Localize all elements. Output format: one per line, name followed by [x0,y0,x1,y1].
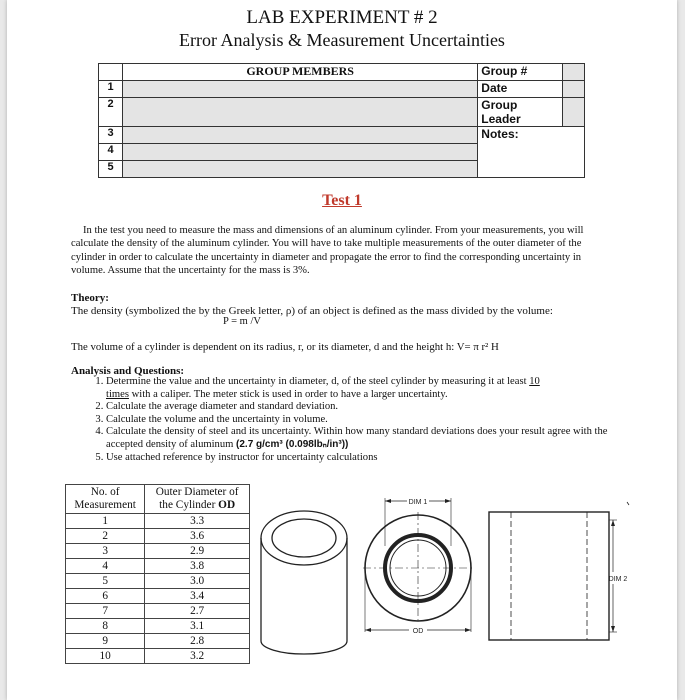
diameter-value: 2.7 [145,604,250,619]
measurement-number: 10 [66,649,145,664]
diameter-value: 3.2 [145,649,250,664]
date-label: Date [478,81,563,98]
table-row [66,514,250,529]
measurement-table [65,484,250,664]
member-name-field[interactable] [123,98,478,127]
measurement-number: 5 [66,574,145,589]
question-item: 5. Use attached reference by instructor for uncertainty calculations [106,452,636,465]
lab-title: LAB EXPERIMENT # 2 [246,7,438,28]
table-row [66,589,250,604]
member-number: 5 [99,161,123,178]
od-label: OD [412,628,424,635]
density-formula: P = m /V [223,316,261,327]
member-number: 3 [99,127,123,144]
member-number: 2 [99,98,123,127]
question-1-times: times [106,388,129,400]
table-row [66,649,250,664]
cylinder-side-view [489,502,629,640]
theory-text: The density (symbolized the by the Greek letter, ρ) of an object is defined as the mass divided by the volume: [71,305,553,317]
lab-subtitle: Error Analysis & Measurement Uncertainties [179,30,505,50]
notes-label: Notes: [481,127,519,141]
question-1-text: Determine the value and the uncertainty in diameter, d, of the steel cylinder by measuring it at least [106,376,530,387]
question-1-rest: with a caliper. The meter stick is used in order to have a larger uncertainty. [128,388,448,400]
dim2-label: DIM 2 [608,576,628,583]
diameter-value: 3.8 [145,559,250,574]
diameter-value: 2.8 [145,634,250,649]
date-field[interactable] [563,81,585,98]
table-row [66,544,250,559]
cylinder-top-view [363,498,473,632]
measurement-number: 3 [66,544,145,559]
question-4-text: Calculate the density of steel and its uncertainty. Within how many standard deviations does your result agree with the accepted density of aluminum [106,426,608,450]
question-1-count: 10 [529,376,540,387]
header-line: the Cylinder [159,499,219,511]
measurement-number: 8 [66,619,145,634]
table-row [66,634,250,649]
notes-field[interactable] [478,127,585,178]
member-name-field[interactable] [123,144,478,161]
table-row [66,619,250,634]
accepted-density: (2.7 g/cm³ (0.098lbₙ/in³)) [236,438,349,450]
document-page [7,0,677,700]
header-line: No. of [90,486,120,498]
test-heading: Test 1 [322,192,362,209]
table-row [66,559,250,574]
dim1-label: DIM 1 [408,499,428,506]
group-leader-label: Group Leader [478,98,563,127]
table-row [66,574,250,589]
diameter-value: 3.4 [145,589,250,604]
group-number-label: Group # [478,64,563,81]
diameter-value: 3.0 [145,574,250,589]
theory-heading: Theory: [71,292,109,304]
member-name-field[interactable] [123,127,478,144]
table-row [66,604,250,619]
measurement-number: 7 [66,604,145,619]
member-number: 4 [99,144,123,161]
measurement-number-header [66,485,145,514]
measurement-number: 9 [66,634,145,649]
volume-text: The volume of a cylinder is dependent on its radius, r, or its diameter, d and the height h: V= π r² H [71,341,499,353]
question-item [106,426,636,451]
analysis-heading: Analysis and Questions: [71,365,185,377]
diameter-value: 3.6 [145,529,250,544]
measurement-number: 4 [66,559,145,574]
intro-paragraph: In the test you need to measure the mass and dimensions of an aluminum cylinder. From your measurements, you will calculate the density of the aluminum cylinder. You will have to take multiple measurements of the outer diameter of the cylinder in order to calculate the uncertainty in diameter and propagate the error to find the corresponding uncertainty in volume. Assume that the uncertainty for the mass is 3%. [71,225,584,277]
cylinder-drawing [255,484,635,659]
member-number-header-blank [99,64,123,81]
cylinder-isometric [261,511,347,654]
member-name-field[interactable] [123,161,478,178]
question-item [106,376,636,401]
diameter-value: 3.1 [145,619,250,634]
question-item: 2. Calculate the average diameter and standard deviation. [106,401,636,414]
measurement-number: 6 [66,589,145,604]
outer-diameter-header [145,485,250,514]
group-members-table [98,63,585,178]
header-line: Measurement [74,499,136,511]
od-abbrev: OD [218,499,236,511]
member-number: 1 [99,81,123,98]
group-number-field[interactable] [563,64,585,81]
header-line: Outer Diameter of [155,486,239,498]
measurement-number: 1 [66,514,145,529]
group-members-header: GROUP MEMBERS [123,64,478,81]
table-row [66,529,250,544]
questions-list [89,376,636,464]
measurement-number: 2 [66,529,145,544]
question-item: 3. Calculate the volume and the uncertainty in volume. [106,414,636,427]
diameter-value: 3.3 [145,514,250,529]
group-leader-field[interactable] [563,98,585,127]
member-name-field[interactable] [123,81,478,98]
diameter-value: 2.9 [145,544,250,559]
